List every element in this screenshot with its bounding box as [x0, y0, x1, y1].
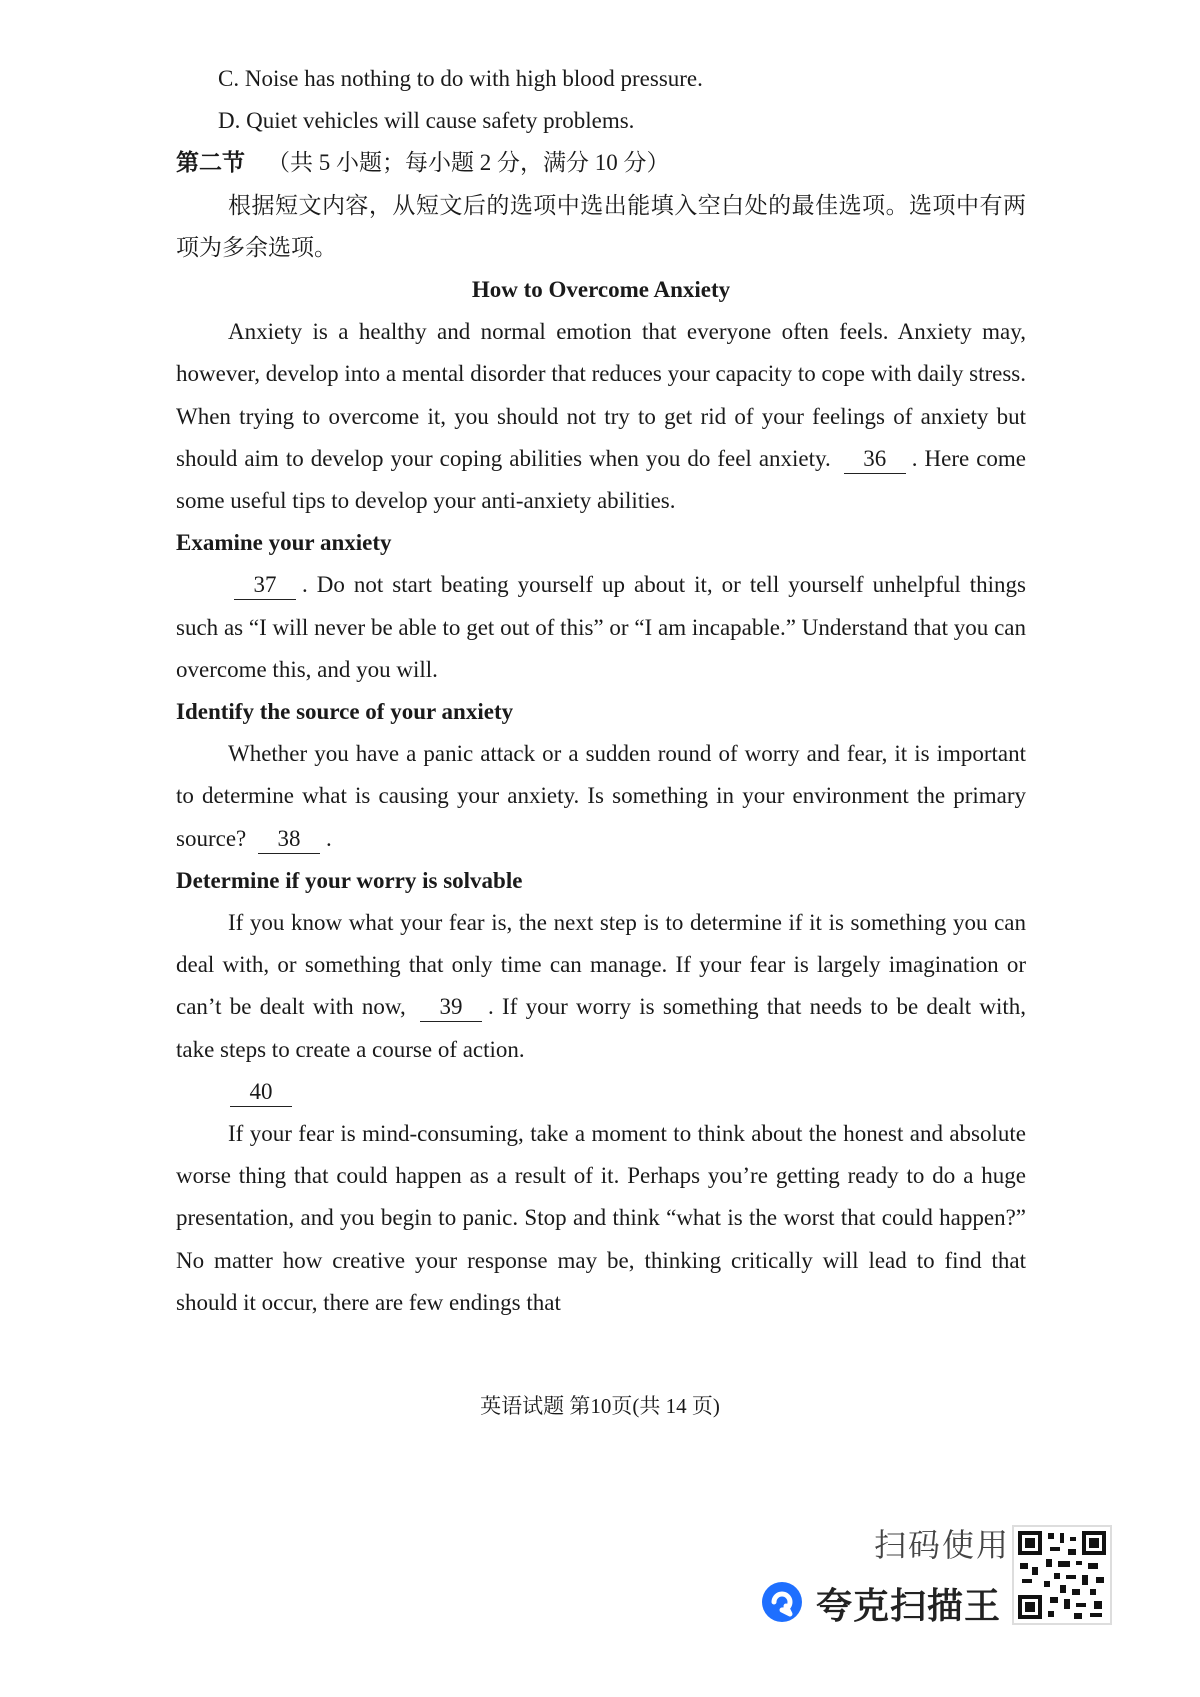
heading-determine: Determine if your worry is solvable [176, 867, 523, 893]
section-heading [176, 142, 1026, 184]
blank-40-line [176, 1071, 1026, 1113]
option-d: D. Quiet vehicles will cause safety problems. [218, 108, 635, 134]
exam-page [176, 58, 1026, 1324]
examine-paragraph [176, 564, 1026, 691]
heading-examine: Examine your anxiety [176, 530, 392, 556]
blank-37: 37 [234, 571, 296, 600]
identify-paragraph [176, 733, 1026, 860]
intro-paragraph [176, 311, 1026, 522]
blank-39: 39 [420, 993, 482, 1022]
identify-text: Whether you have a panic attack or a sudden round of worry and fear, it is important to determine what is causing your anxiety. Is something in your environment the primary source? [176, 741, 1026, 851]
section-label: 第二节 [176, 150, 245, 176]
blank-38: 38 [258, 825, 320, 854]
determine-text: If you know what your fear is, the next step is to determine if it is something you can deal with, or something that only time can manage. If your fear is largely imagination or can’t be dealt with now, [176, 910, 1026, 1020]
page-footer: 英语试题 第10页(共 14 页) [480, 1394, 720, 1418]
option-c: C. Noise has nothing to do with high blood pressure. [218, 66, 703, 91]
scanner-logo-icon [760, 1580, 804, 1624]
article-title: How to Overcome Anxiety [471, 277, 731, 303]
intro-text-after: . Here come some useful tips to develop your anti-anxiety abilities. [176, 445, 1027, 514]
identify-text-after: . [326, 825, 332, 851]
examine-text: . Do not start beating yourself up about it, or tell yourself unhelpful things such as “I will never be able to get out of this” or “I am incapable.” Understand that you can overcome this, and you will. [176, 572, 1026, 682]
section-info: （共 5 小题；每小题 2 分，满分 10 分） [267, 150, 670, 176]
scanner-watermark [760, 1520, 1030, 1650]
intro-text: Anxiety is a healthy and normal emotion that everyone often feels. Anxiety may, however, develop into a mental disorder that reduces your capacity to cope with daily stress. When trying to overcome it, you should not try to get rid of your feelings of anxiety but should aim to develop your coping abilities when you do feel anxiety. [176, 319, 1026, 471]
determine-text-after: . If your worry is something that needs to be dealt with, take steps to create a course of action. [176, 994, 1027, 1062]
section-instruction: 根据短文内容，从短文后的选项中选出能填入空白处的最佳选项。选项中有两项为多余选项。 [176, 192, 1026, 260]
qr-code-icon [1012, 1525, 1112, 1625]
worst-case-paragraph: If your fear is mind-consuming, take a moment to think about the honest and absolute worse thing that could happen as a result of it. Perhaps you’re getting ready to do a huge presentation, and you begin to panic. Stop and think “what is the worst that could happen?” No matter how creative your response may be, thinking critically will lead to find that should it occur, there are few endings that [176, 1121, 1026, 1315]
scanner-brand-name: 夸克扫描王 [816, 1586, 1002, 1627]
blank-40: 40 [230, 1078, 292, 1107]
heading-identify: Identify the source of your anxiety [176, 699, 514, 725]
scan-to-use-label: 扫码使用 [873, 1526, 1010, 1564]
determine-paragraph [176, 902, 1026, 1071]
blank-36: 36 [844, 445, 906, 474]
